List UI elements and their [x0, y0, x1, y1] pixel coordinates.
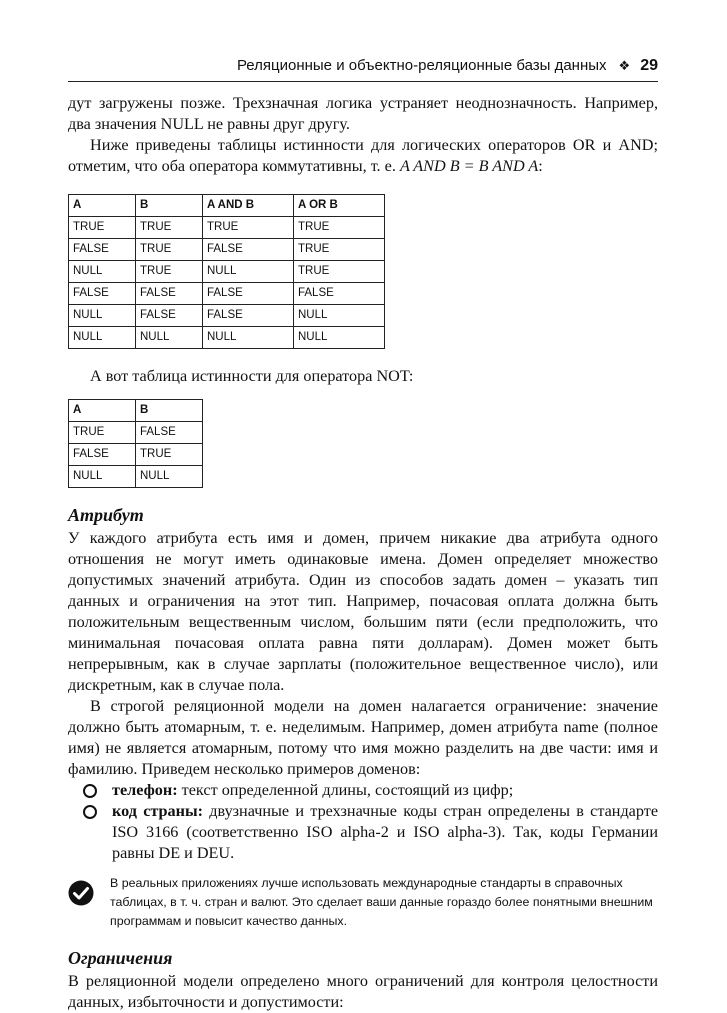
table-row [69, 466, 203, 488]
table-cell: NULL [69, 327, 136, 349]
circle-bullet-icon [83, 784, 97, 798]
header-title: Реляционные и объектно-реляционные базы данных [236, 57, 607, 74]
list-item-term: телефон: [112, 781, 178, 799]
table-header-cell: A AND B [203, 195, 294, 217]
paragraph-not-table: А вот таблица истинности для оператора NOT: [90, 367, 414, 385]
page-number: 29 [640, 57, 658, 74]
list-item [112, 780, 658, 801]
table-row [69, 422, 203, 444]
table-header-cell: B [136, 195, 203, 217]
table-cell: TRUE [69, 422, 136, 444]
list-item-text: текст определенной длины, состоящий из цифр; [177, 781, 514, 799]
paragraph-text: Ниже приведены таблицы истинности для логических операторов OR и AND; отметим, что оба оператора коммутативны, т. е. [68, 136, 658, 175]
table-cell: FALSE [203, 305, 294, 327]
table-cell: TRUE [136, 444, 203, 466]
domain-examples-list [68, 780, 658, 864]
paragraph-intro: дут загружены позже. Трехзначная логика устраняет неоднозначность. Например, два значения NULL не равны друг другу. [68, 94, 658, 133]
paragraph-atomic-domain: В строгой реляционной модели на домен налагается ограничение: значение должно быть атомарным, т. е. неделимым. Например, домен атрибута name (полное имя) не является атомарным, потому что имя можно разделить на две части: имя и фамилию. Приведем несколько примеров доменов: [68, 697, 658, 778]
table-header-cell: A [69, 195, 136, 217]
table-cell: FALSE [136, 283, 203, 305]
table-cell: FALSE [136, 305, 203, 327]
table-cell: TRUE [69, 217, 136, 239]
table-cell: TRUE [294, 261, 385, 283]
table-row [69, 444, 203, 466]
paragraph-attribute-domain: У каждого атрибута есть имя и домен, причем никакие два атрибута одного отношения не могут иметь одинаковые имена. Домен определяет множество допустимых значений атрибута. Один из способов задать домен – указать тип данных и ограничения на этот тип. Например, почасовая оплата должна быть положительным вещественным числом, большим пяти (если предположить, что минимальная почасовая оплата равна пяти долларам). Домен может быть непрерывным, как в случае зарплаты (положительное вещественное число), или дискретным, как в случае пола. [68, 529, 658, 694]
table-row [69, 217, 385, 239]
table-cell: FALSE [203, 239, 294, 261]
table-header-cell: B [136, 400, 203, 422]
table-cell: FALSE [136, 422, 203, 444]
truth-table-not [68, 399, 203, 488]
checkmark-icon [68, 880, 94, 906]
commutative-formula: A AND B = B AND A [399, 157, 539, 175]
table-cell: NULL [203, 261, 294, 283]
truth-table-and-or [68, 194, 385, 349]
table-cell: NULL [203, 327, 294, 349]
table-row [69, 305, 385, 327]
section-heading-constraints: Ограничения [68, 948, 173, 968]
table-cell: FALSE [69, 283, 136, 305]
table-cell: FALSE [294, 283, 385, 305]
page-body [68, 93, 658, 1013]
table-cell: NULL [69, 261, 136, 283]
table-cell: FALSE [69, 444, 136, 466]
list-item-term: код страны: [112, 802, 203, 820]
paragraph-truth-tables [68, 135, 658, 177]
paragraph-constraints: В реляционной модели определено много ограничений для контроля целостности данных, избыточности и допустимости: [68, 972, 658, 1011]
table-header-row [69, 400, 203, 422]
table-row [69, 283, 385, 305]
table-cell: TRUE [203, 217, 294, 239]
table-cell: NULL [69, 305, 136, 327]
table-row [69, 327, 385, 349]
table-header-row [69, 195, 385, 217]
table-row [69, 239, 385, 261]
section-heading-attribute: Атрибут [68, 505, 144, 525]
table-cell: NULL [294, 305, 385, 327]
table-cell: TRUE [136, 217, 203, 239]
paragraph-end: : [538, 157, 543, 175]
list-item-text: двузначные и трехзначные коды стран определены в стандарте ISO 3166 (соответственно ISO alpha-2 и ISO alpha-3). Так, коды Германии равны DE и DEU. [112, 802, 658, 862]
diamond-ornament-icon: ❖ [618, 58, 631, 73]
table-cell: NULL [136, 327, 203, 349]
running-header [68, 55, 658, 82]
table-cell: NULL [294, 327, 385, 349]
circle-bullet-icon [83, 805, 97, 819]
table-cell: NULL [136, 466, 203, 488]
table-header-cell: A OR B [294, 195, 385, 217]
table-cell: TRUE [294, 217, 385, 239]
table-cell: NULL [69, 466, 136, 488]
tip-note-text: В реальных приложениях лучше использовать международные стандарты в справочных таблицах, в т. ч. стран и валют. Это сделает ваши данные гораздо более понятными внешним программам и повысит качество данных. [110, 876, 653, 928]
table-cell: TRUE [136, 261, 203, 283]
table-cell: TRUE [294, 239, 385, 261]
table-cell: TRUE [136, 239, 203, 261]
table-row [69, 261, 385, 283]
table-header-cell: A [69, 400, 136, 422]
list-item [112, 801, 658, 864]
table-cell: FALSE [69, 239, 136, 261]
tip-note [68, 874, 658, 931]
table-cell: FALSE [203, 283, 294, 305]
